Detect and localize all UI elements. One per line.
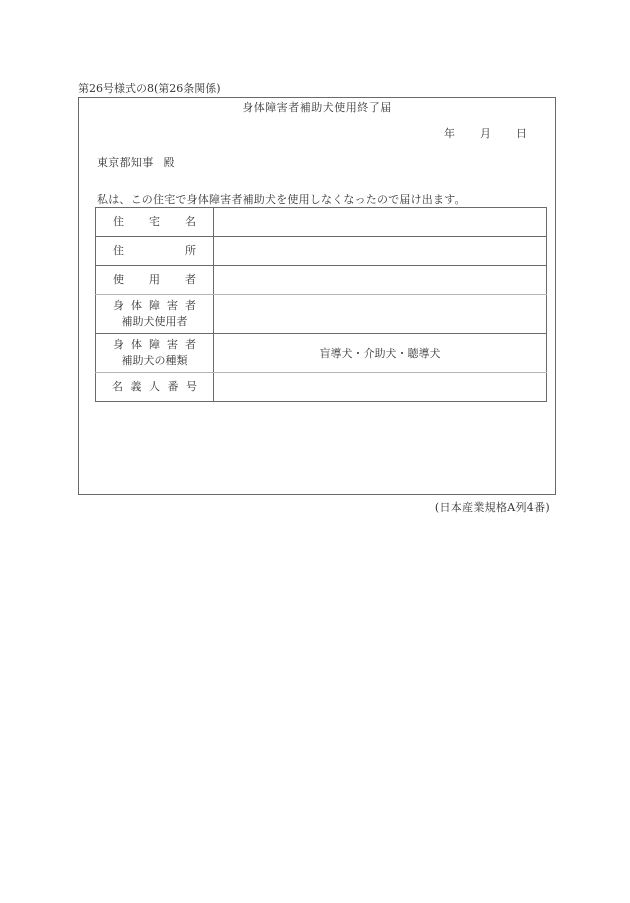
table-row-holder-number <box>96 373 547 402</box>
label-char: 所 <box>185 244 196 257</box>
label-char: 者 <box>185 273 196 286</box>
label-char: 者 <box>185 338 196 351</box>
field-housing-name[interactable] <box>214 208 547 237</box>
date-line <box>444 125 527 141</box>
addressee <box>97 154 175 170</box>
form-frame <box>78 97 556 495</box>
table-row-housing-name <box>96 208 547 237</box>
field-assistance-dog-user[interactable] <box>214 295 547 334</box>
label-char: 体 <box>131 299 142 312</box>
field-address[interactable] <box>214 237 547 266</box>
label-assistance-dog-user <box>96 295 214 334</box>
field-user[interactable] <box>214 266 547 295</box>
label-char: 体 <box>131 338 142 351</box>
paper-standard-note: (日本産業規格A列4番) <box>434 501 550 514</box>
label-char: 住 <box>113 215 124 228</box>
label-char: 害 <box>167 299 178 312</box>
date-month-label: 月 <box>480 127 491 140</box>
table-row-assistance-dog-user <box>96 295 547 334</box>
label-address <box>96 237 214 266</box>
field-holder-number[interactable] <box>214 373 547 402</box>
label-char: 者 <box>185 299 196 312</box>
label-holder-number <box>96 373 214 402</box>
label-char: 人 <box>149 380 160 393</box>
label-line2: 補助犬の種類 <box>121 354 188 367</box>
label-line2: 補助犬使用者 <box>121 315 188 328</box>
label-char: 住 <box>113 244 124 257</box>
label-char: 義 <box>130 380 142 393</box>
label-user <box>96 266 214 295</box>
statement-text: 私は、この住宅で身体障害者補助犬を使用しなくなったので届け出ます。 <box>97 193 466 206</box>
label-char: 番 <box>167 380 179 393</box>
table-row-dog-type <box>96 334 547 373</box>
label-char: 用 <box>149 273 160 286</box>
label-char: 名 <box>112 380 123 393</box>
date-year-label: 年 <box>444 127 455 140</box>
document-title: 身体障害者補助犬使用終了届 <box>242 101 392 114</box>
label-char: 障 <box>149 299 160 312</box>
label-char: 身 <box>113 338 124 351</box>
date-day-label: 日 <box>516 127 527 140</box>
table-row-user <box>96 266 547 295</box>
table-row-address <box>96 237 547 266</box>
label-char: 障 <box>149 338 160 351</box>
info-table <box>95 207 547 402</box>
label-housing-name <box>96 208 214 237</box>
label-char: 名 <box>185 215 196 228</box>
label-char: 号 <box>186 380 197 393</box>
addressee-name: 東京都知事 <box>97 156 154 169</box>
label-char: 害 <box>167 338 178 351</box>
label-char: 使 <box>113 273 124 286</box>
label-dog-type <box>96 334 214 373</box>
field-dog-type-options[interactable]: 盲導犬・介助犬・聴導犬 <box>214 334 547 373</box>
form-number: 第26号様式の8(第26条関係) <box>78 82 221 95</box>
label-char: 宅 <box>149 215 160 228</box>
addressee-honorific: 殿 <box>163 156 175 169</box>
label-char: 身 <box>113 299 124 312</box>
